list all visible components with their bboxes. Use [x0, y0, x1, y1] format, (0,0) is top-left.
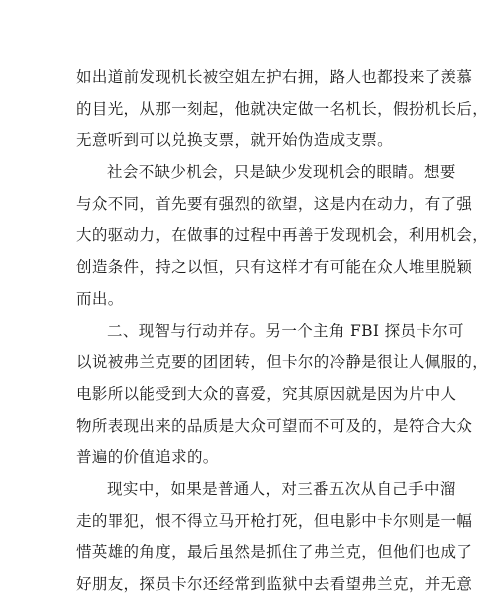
- text-line: 电影所以能受到大众的喜爱，究其原因就是因为片中人: [76, 384, 457, 403]
- text-line: 与众不同，首先要有强烈的欲望，这是内在动力，有了强: [76, 194, 473, 213]
- text-line: 大的驱动力，在做事的过程中再善于发现机会，利用机会，: [76, 226, 489, 245]
- text-line: 无意听到可以兑换支票，就开始伪造成支票。: [76, 131, 394, 150]
- text-line: 如出道前发现机长被空姐左护右拥，路人也都投来了羡慕: [76, 68, 473, 86]
- text-line: 普遍的价值追求的。: [76, 448, 219, 467]
- text-line: 而出。: [76, 289, 124, 308]
- text-line: 物所表现出来的品质是大众可望而不可及的，是符合大众: [76, 416, 473, 435]
- text-line: 的目光，从那一刻起，他就决定做一名机长，假扮机长后，: [76, 99, 489, 118]
- text-line: 惜英雄的角度，最后虽然是抓住了弗兰克，但他们也成了: [76, 543, 473, 562]
- text-line: 创造条件，持之以恒，只有这样才有可能在众人堆里脱颖: [76, 258, 473, 277]
- text-line: 好朋友，探员卡尔还经常到监狱中去看望弗兰克，并无意: [76, 575, 473, 593]
- document-body: [76, 62, 489, 601]
- text-line: 走的罪犯，恨不得立马开枪打死，但电影中卡尔则是一幅: [76, 511, 473, 530]
- paragraph-start-line: 二、现智与行动并存。另一个主角 FBI 探员卡尔可: [107, 321, 464, 340]
- paragraph-start-line: 社会不缺少机会，只是缺少发现机会的眼睛。想要: [107, 163, 456, 182]
- text-line: 以说被弗兰克要的团团转，但卡尔的冷静是很让人佩服的，: [76, 353, 489, 372]
- paragraph-start-line: 现实中，如果是普通人，对三番五次从自己手中溜: [107, 479, 456, 498]
